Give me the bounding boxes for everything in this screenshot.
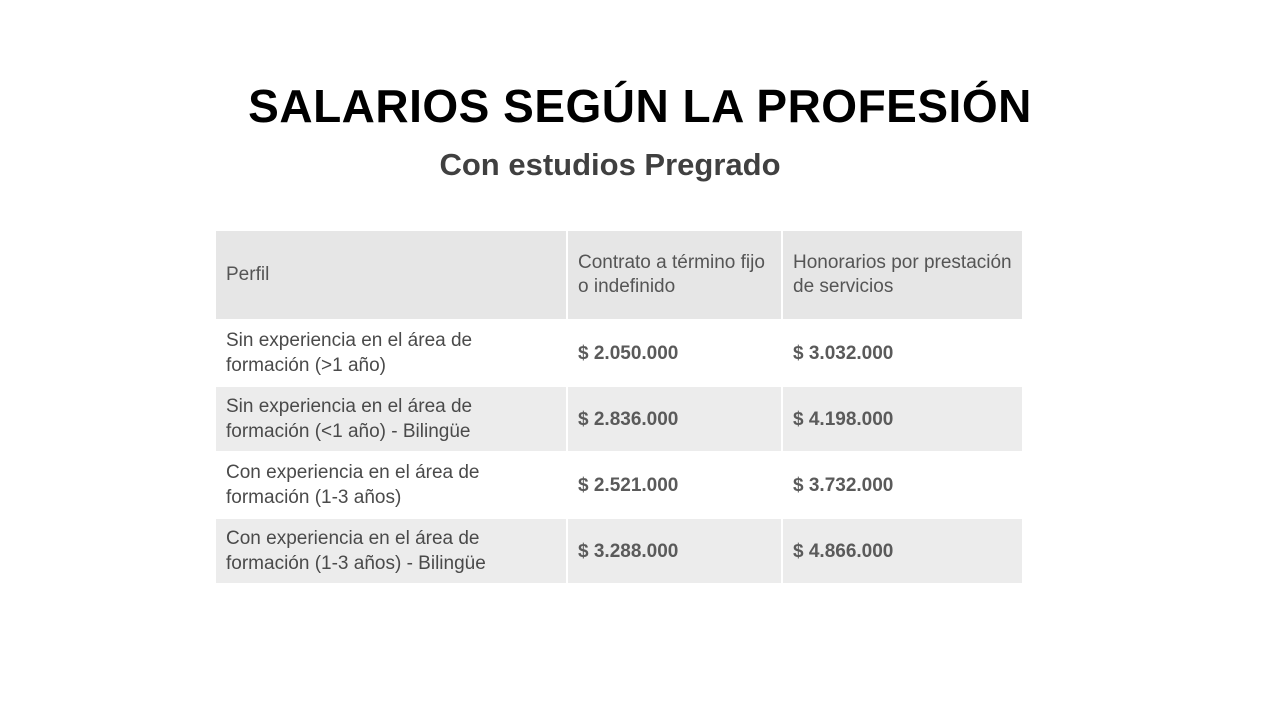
cell-contrato: $ 2.521.000 [568, 453, 781, 517]
page-title: SALARIOS SEGÚN LA PROFESIÓN [248, 80, 1032, 132]
cell-perfil: Sin experiencia en el área de formación (<1 año) - Bilingüe [216, 387, 566, 451]
cell-honorarios: $ 3.732.000 [783, 453, 1022, 517]
salary-table [214, 229, 1024, 585]
page-subtitle: Con estudios Pregrado [439, 147, 781, 182]
cell-perfil: Sin experiencia en el área de formación (>1 año) [216, 321, 566, 385]
cell-honorarios: $ 3.032.000 [783, 321, 1022, 385]
cell-perfil: Con experiencia en el área de formación (1-3 años) - Bilingüe [216, 519, 566, 583]
table-row [216, 453, 1022, 517]
table-row [216, 321, 1022, 385]
cell-contrato: $ 2.836.000 [568, 387, 781, 451]
cell-honorarios: $ 4.198.000 [783, 387, 1022, 451]
table-row [216, 519, 1022, 583]
column-header-perfil: Perfil [216, 231, 566, 319]
cell-perfil: Con experiencia en el área de formación (1-3 años) [216, 453, 566, 517]
table-header-row [216, 231, 1022, 319]
column-header-honorarios: Honorarios por prestación de servicios [783, 231, 1022, 319]
column-header-contrato: Contrato a término fijo o indefinido [568, 231, 781, 319]
salary-table-container [214, 229, 1022, 585]
cell-honorarios: $ 4.866.000 [783, 519, 1022, 583]
cell-contrato: $ 2.050.000 [568, 321, 781, 385]
table-row [216, 387, 1022, 451]
cell-contrato: $ 3.288.000 [568, 519, 781, 583]
